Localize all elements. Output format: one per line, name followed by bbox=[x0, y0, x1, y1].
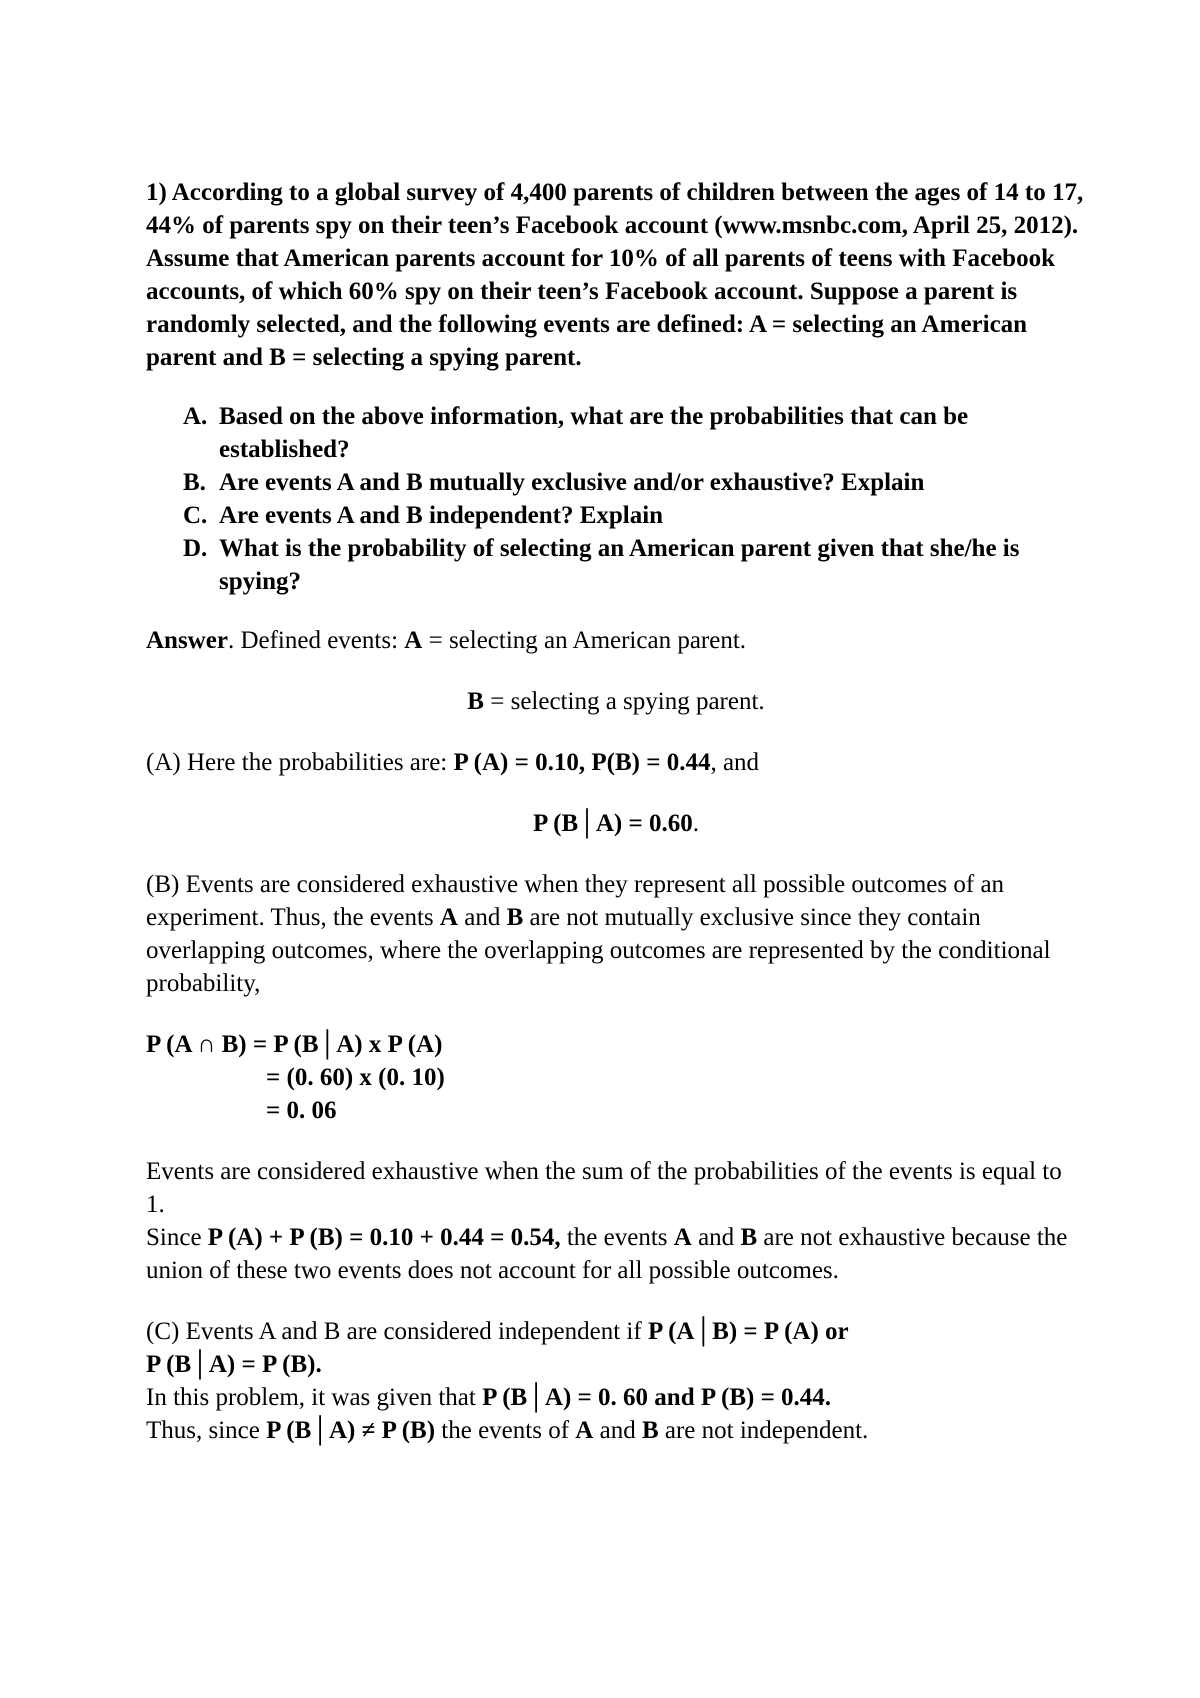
part-b-text-rest: are not mutually exclusive since they contain overlapping outcomes, where the overlapping outcomes are represented by the conditional probability, bbox=[146, 904, 1051, 997]
event-a-symbol: A bbox=[673, 1224, 692, 1251]
question-part-a bbox=[183, 400, 1086, 466]
part-b-text: (B) Events are considered exhaustive when they represent all possible outcomes of an experiment. Thus, the events bbox=[146, 871, 1005, 931]
event-a-symbol: A bbox=[575, 1417, 594, 1444]
exhaustive-conclusion bbox=[146, 1221, 1086, 1287]
part-a-conditional-line bbox=[146, 807, 1086, 840]
event-a-symbol: A bbox=[404, 627, 423, 654]
equation-line-3: = 0. 06 bbox=[266, 1097, 337, 1124]
sum-equation: P (A) + P (B) = 0.10 + 0.44 = 0.54, bbox=[207, 1224, 561, 1251]
part-c-conclusion-rest: are not independent. bbox=[658, 1417, 869, 1444]
event-a-symbol: A bbox=[439, 904, 458, 931]
event-b-definition: = selecting a spying parent. bbox=[483, 688, 765, 715]
question-part-c bbox=[183, 499, 1086, 532]
event-b-symbol: B bbox=[740, 1224, 758, 1251]
answer-label: Answer bbox=[146, 627, 228, 654]
part-letter: A. bbox=[183, 403, 208, 430]
part-c-text: (C) Events A and B are considered independent if bbox=[146, 1318, 648, 1345]
part-text: Are events A and B mutually exclusive and/or exhaustive? Explain bbox=[219, 469, 925, 496]
exhaustive-definition: Events are considered exhaustive when the sum of the probabilities of the events is equal to 1. bbox=[146, 1158, 1062, 1218]
answer-intro-text: . Defined events: bbox=[227, 627, 405, 654]
independence-condition-1: P (A│B) = P (A) or bbox=[647, 1318, 849, 1345]
document-page bbox=[146, 176, 1086, 1447]
answer-intro bbox=[146, 624, 1086, 657]
part-letter: B. bbox=[183, 469, 206, 496]
part-text: Based on the above information, what are the probabilities that can be established? bbox=[219, 403, 969, 463]
event-b-symbol: B bbox=[506, 904, 524, 931]
part-b-and: and bbox=[457, 904, 507, 931]
answer-part-c-definition bbox=[146, 1315, 1086, 1381]
part-c-conclusion-text: the events of bbox=[435, 1417, 576, 1444]
part-a-prefix: (A) Here the probabilities are: bbox=[146, 749, 454, 776]
equation-line-2: = (0. 60) x (0. 10) bbox=[266, 1064, 445, 1091]
event-b-symbol: B bbox=[467, 688, 484, 715]
answer-part-c-given bbox=[146, 1381, 1086, 1414]
part-a-conditional: P (B│A) = 0.60 bbox=[533, 810, 693, 837]
answer-part-c-conclusion bbox=[146, 1414, 1086, 1447]
event-a-definition: = selecting an American parent. bbox=[422, 627, 747, 654]
part-c-and: and bbox=[593, 1417, 642, 1444]
inequality: P (B│A) ≠ P (B) bbox=[266, 1417, 436, 1444]
part-text: Are events A and B independent? Explain bbox=[219, 502, 664, 529]
independence-condition-2: P (B│A) = P (B). bbox=[146, 1351, 322, 1378]
question-part-d bbox=[183, 532, 1086, 598]
conclusion-text: Since bbox=[146, 1224, 208, 1251]
question-parts-list bbox=[146, 400, 1086, 598]
part-c-conclusion-text: Thus, since bbox=[146, 1417, 267, 1444]
question-part-b bbox=[183, 466, 1086, 499]
answer-part-b-paragraph bbox=[146, 868, 1086, 1000]
event-b-symbol: B bbox=[641, 1417, 659, 1444]
equation-line-1: P (A ∩ B) = P (B│A) x P (A) bbox=[146, 1031, 443, 1058]
answer-part-a bbox=[146, 746, 1086, 779]
conclusion-text: the events bbox=[560, 1224, 674, 1251]
question-stem: 1) According to a global survey of 4,400 parents of children between the ages of 14 to 17, 44% of parents spy on their teen’s Facebook account (www.msnbc.com, April 25, 2012). Assume that American parents account for 10% of all parents of teens with Facebook accounts, of which 60% spy on their teen’s Facebook account. Suppose a parent is randomly selected, and the following events are defined: A = selecting an American parent and B = selecting a spying parent. bbox=[146, 179, 1084, 371]
part-a-suffix: , and bbox=[710, 749, 760, 776]
part-a-probabilities: P (A) = 0.10, P(B) = 0.44 bbox=[453, 749, 711, 776]
intersection-equation bbox=[146, 1028, 1086, 1127]
part-c-given-text: In this problem, it was given that bbox=[146, 1384, 483, 1411]
conclusion-and: and bbox=[691, 1224, 741, 1251]
part-a-conditional-end: . bbox=[692, 810, 699, 837]
event-b-line bbox=[146, 685, 1086, 718]
part-letter: D. bbox=[183, 535, 208, 562]
part-text: What is the probability of selecting an American parent given that she/he is spying? bbox=[219, 535, 1020, 595]
part-letter: C. bbox=[183, 502, 208, 529]
given-values: P (B│A) = 0. 60 and P (B) = 0.44. bbox=[482, 1384, 832, 1411]
conclusion-text-rest: are not exhaustive because the union of these two events does not account for all possible outcomes. bbox=[146, 1224, 1068, 1284]
